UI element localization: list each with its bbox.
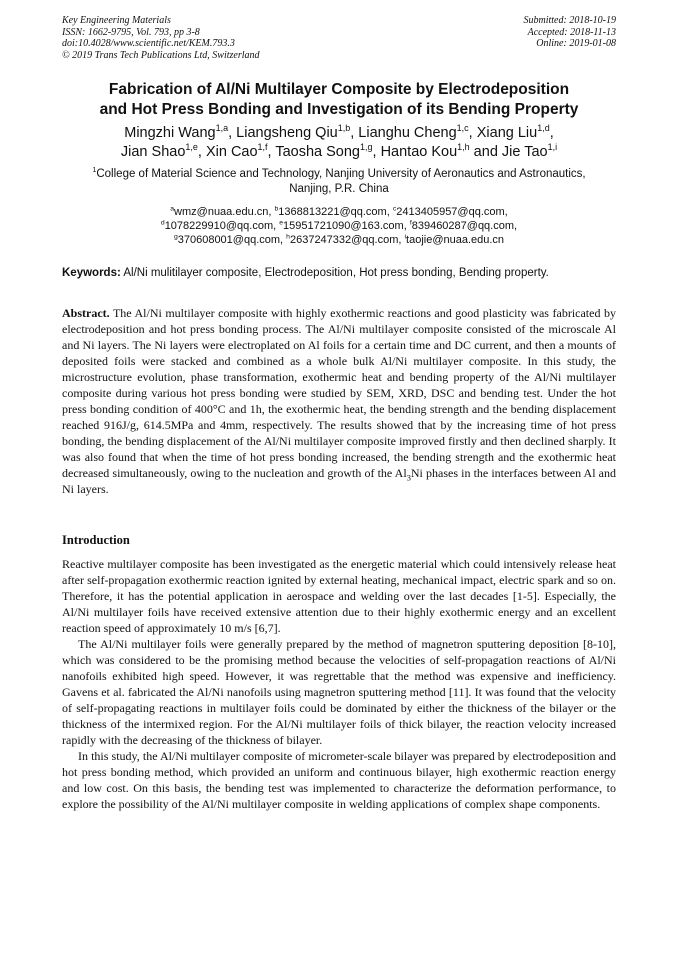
submitted-date: Submitted: 2018-10-19 bbox=[523, 15, 616, 26]
title-line-2: and Hot Press Bonding and Investigation of its Bending Property bbox=[99, 101, 579, 118]
keywords bbox=[62, 266, 622, 281]
keywords-label: Keywords: bbox=[62, 267, 121, 279]
author: Taosha Song$^{1,g}$ bbox=[275, 142, 373, 160]
affiliation: $^1$College of Material Science and Technology, Nanjing University of Aeronautics and Astronautics, Nanjing, P.R. China bbox=[62, 167, 616, 197]
copyright-line: © 2019 Trans Tech Publications Ltd, Switzerland bbox=[62, 49, 260, 61]
author-line-2: Jian Shao$^{1,e}$, Xin Cao$^{1,f}$, Taosha Song$^{1,g}$, Hantao Kou$^{1,h}$ and Jie Tao$^{1,i}$ bbox=[120, 142, 558, 160]
introduction-body bbox=[62, 556, 616, 812]
paragraph: In this study, the Al/Ni multilayer composite of micrometer-scale bilayer was prepared by electrodeposition and hot press bonding method, which provided an uniform and continuous bilayer, high exothermic reaction energy and low cost. On this basis, the bending test was implemented to characterize the deformation performance, to explore the possibility of the Al/Ni multilayer composite in welding applications of complex shape components. bbox=[62, 749, 616, 811]
author: Xiang Liu$^{1,d}$ bbox=[476, 123, 550, 141]
issn-line: ISSN: 1662-9795, Vol. 793, pp 3-8 bbox=[62, 26, 200, 38]
paragraph: The Al/Ni multilayer foils were generally prepared by the method of magnetron sputtering deposition [8-10], which was considered to be the promising method because the velocities of self-propagation reactions of Al/Ni nanofoils exhibited high speed. However, it was regrettable that the method was expensive and inefficiency. Gavens et al. fabricated the Al/Ni nanofoils using magnetron sputtering method [11]. It was found that the velocity of self-propagating reactions in multilayer foils could be dominated by either the thickness of the bilayer or the thickness of the intermixed region. For the Al/Ni multilayer foils of thick bilayer, the reaction velocity increased rapidly with the decreasing of the thickness of bilayer. bbox=[62, 637, 616, 747]
email[interactable]: $^c$2413405957@qq.com bbox=[392, 205, 505, 218]
author: Lianghu Cheng$^{1,c}$ bbox=[358, 123, 469, 141]
keywords-text: Al/Ni mulitilayer composite, Electrodeposition, Hot press bonding, Bending property. bbox=[120, 267, 549, 279]
email[interactable]: $^i$taojie@nuaa.edu.cn bbox=[404, 233, 505, 246]
email[interactable]: $^e$15951721090@163.com bbox=[279, 219, 404, 232]
author: Xin Cao$^{1,f}$ bbox=[205, 142, 268, 160]
online-date: Online: 2019-01-08 bbox=[536, 38, 616, 49]
email[interactable]: $^h$2637247332@qq.com bbox=[286, 233, 399, 246]
author-line-1: Mingzhi Wang$^{1,a}$, Liangsheng Qiu$^{1,b}$, Lianghu Cheng$^{1,c}$, Xiang Liu$^{1,d}$, bbox=[124, 123, 554, 141]
email[interactable]: $^f$839460287@qq.com bbox=[409, 219, 515, 232]
email[interactable]: $^b$1368813221@qq.com bbox=[274, 205, 387, 218]
email[interactable]: $^d$1078229910@qq.com bbox=[160, 219, 274, 232]
email[interactable]: $^a$wmz@nuaa.edu.cn bbox=[170, 205, 269, 218]
paragraph: Reactive multilayer composite has been investigated as the energetic material which could intensively release heat after self-propagation exothermic reaction ignited by external heating, mechanical impact, electric spark and so on. Therefore, it has the potential application in aerospace and welding over the last decades [1-5]. Especially, the Al/Ni multilayer foils have received extensive attention due to their highly exothermic energy and an excellent reaction speed of approximately 10 m/s [6,7]. bbox=[62, 557, 616, 635]
email-list: $^a$wmz@nuaa.edu.cn, $^b$1368813221@qq.com, $^c$2413405957@qq.com, $^d$1078229910@qq.com, $^e$15951721090@163.com, $^f$839460287@qq.com, $^g$370608001@qq.com, $^h$2637247332@qq.com, $^i$taojie@nuaa.edu.cn bbox=[160, 205, 518, 246]
title-line-1: Fabrication of Al/Ni Multilayer Composite by Electrodeposition bbox=[108, 81, 570, 98]
section-heading-introduction: Introduction bbox=[62, 533, 130, 547]
accepted-date: Accepted: 2018-11-13 bbox=[527, 26, 616, 38]
journal-name: Key Engineering Materials bbox=[62, 15, 171, 26]
email[interactable]: $^g$370608001@qq.com bbox=[173, 233, 281, 246]
author: Hantao Kou$^{1,h}$ bbox=[380, 142, 470, 160]
journal-info bbox=[62, 15, 260, 61]
affiliation-line-2: Nanjing, P.R. China bbox=[289, 183, 389, 195]
affiliation-line-1: College of Material Science and Technology, Nanjing University of Aeronautics and Astronautics, bbox=[96, 168, 586, 180]
author-list bbox=[62, 124, 616, 162]
paper-title bbox=[62, 80, 616, 120]
doi-line: doi:10.4028/www.scientific.net/KEM.793.3 bbox=[62, 38, 235, 49]
author: Jian Shao$^{1,e}$ bbox=[120, 142, 198, 160]
abstract: Abstract. The Al/Ni multilayer composite with highly exothermic reactions and good plasticity was fabricated by electrodeposition and hot press bonding process. The Al/Ni multilayer composite consisted of the microscale Al and Ni layers. The Ni layers were electroplated on Al foils for a certain time and DC current, and then a mounts of deposited foils were stacked and combined as a whole bulk Al/Ni multilayer composite. In this study, the microstructure evolution, phase transformation, exothermic heat and bending property of the Al/Ni multilayer composite during various hot press bonding were studied by SEM, XRD, DSC and bending test. Under the hot press bonding condition of 400°C and 1h, the exothermic heat, the bending strength and the bending displacement reached 916J/g, 614.5MPa and 4mm, respectively. The results showed that by the increasing time of hot press bonding, the bending displacement of the Al/Ni multilayer composite improved firstly and then declined sharply. It was also found that when the time of hot press bonding increased, the bending strength and the exothermic heat decreased simultaneously, owing to the nucleation and growth of the $Al_3Ni$ phases in the interfaces between Al and Ni layers. bbox=[62, 306, 616, 496]
author: Jie Tao$^{1,i}$ bbox=[501, 142, 558, 160]
author: Mingzhi Wang$^{1,a}$ bbox=[124, 123, 229, 141]
submission-dates bbox=[524, 15, 617, 50]
author: Liangsheng Qiu$^{1,b}$ bbox=[236, 123, 351, 141]
abstract-label: Abstract. bbox=[62, 306, 110, 320]
